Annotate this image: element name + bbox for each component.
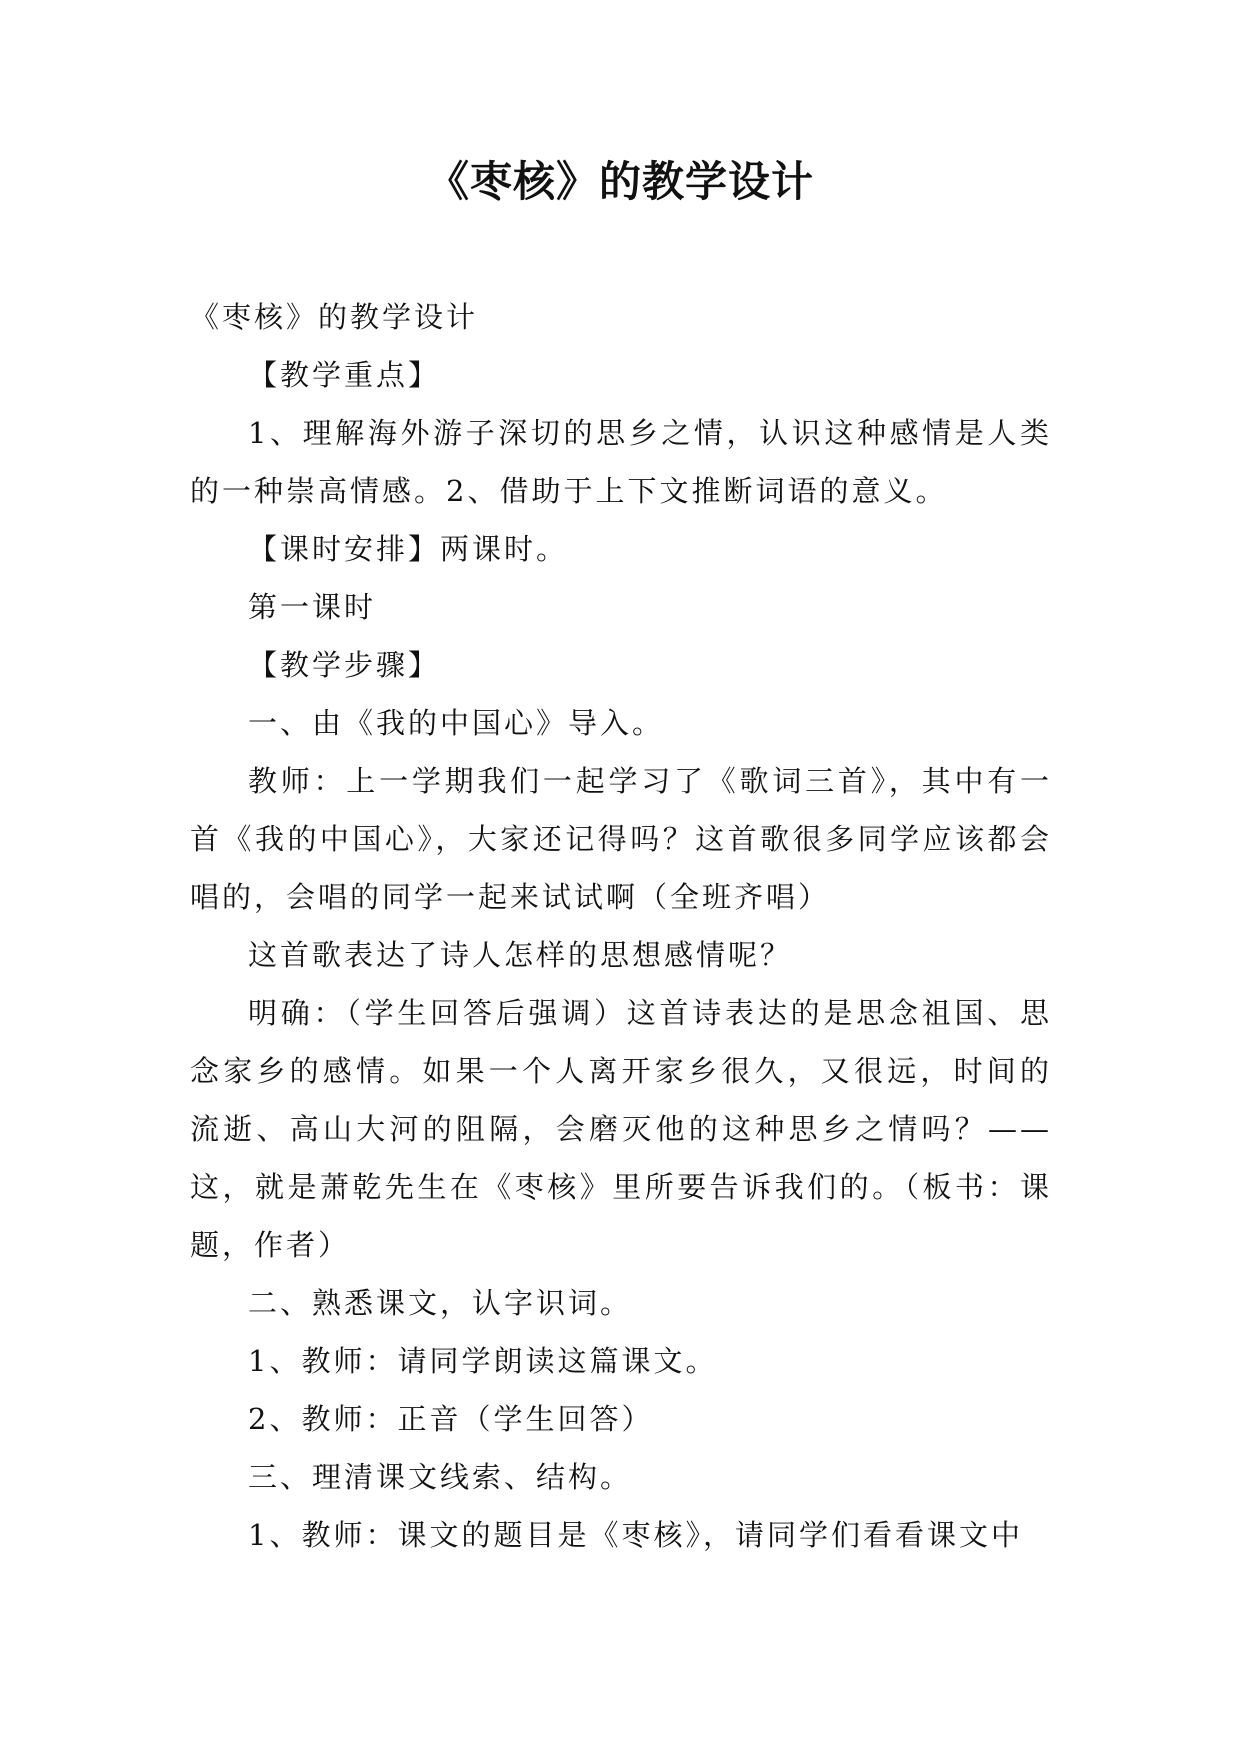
paragraph: 1、教师：课文的题目是《枣核》，请同学们看看课文中 <box>248 1518 1023 1552</box>
paragraph: 三、理清课文线索、结构。 <box>248 1460 633 1494</box>
paragraph: 这首歌表达了诗人怎样的思想感情呢？ <box>248 938 793 972</box>
paragraph: 【教学步骤】 <box>248 648 441 682</box>
paragraph: 一、由《我的中国心》导入。 <box>248 706 665 740</box>
paragraph: 明确：（学生回答后强调）这首诗表达的是思念祖国、思念家乡的感情。如果一个人离开家乡很久，又很远，时间的流逝、高山大河的阻隔，会磨灭他的这种思乡之情吗？——这，就是萧乾先生在《枣核》里所要告诉我们的。（板书：课题，作者） <box>190 996 1052 1262</box>
document-body <box>190 288 1052 1564</box>
paragraph: 第一课时 <box>248 590 377 624</box>
paragraph: 二、熟悉课文，认字识词。 <box>248 1286 633 1320</box>
paragraph: 【课时安排】两课时。 <box>248 532 569 566</box>
paragraph: 【教学重点】 <box>248 358 441 392</box>
paragraph: 2、教师：正音（学生回答） <box>248 1402 654 1436</box>
paragraph: 教师：上一学期我们一起学习了《歌词三首》，其中有一首《我的中国心》，大家还记得吗？这首歌很多同学应该都会唱的，会唱的同学一起来试试啊（全班齐唱） <box>190 764 1052 914</box>
document-title: 《枣核》的教学设计 <box>426 157 814 206</box>
paragraph: 1、理解海外游子深切的思乡之情，认识这种感情是人类的一种崇高情感。2、借助于上下文推断词语的意义。 <box>190 416 1052 508</box>
paragraph: 《枣核》的教学设计 <box>190 300 479 334</box>
paragraph: 1、教师：请同学朗读这篇课文。 <box>248 1344 718 1378</box>
